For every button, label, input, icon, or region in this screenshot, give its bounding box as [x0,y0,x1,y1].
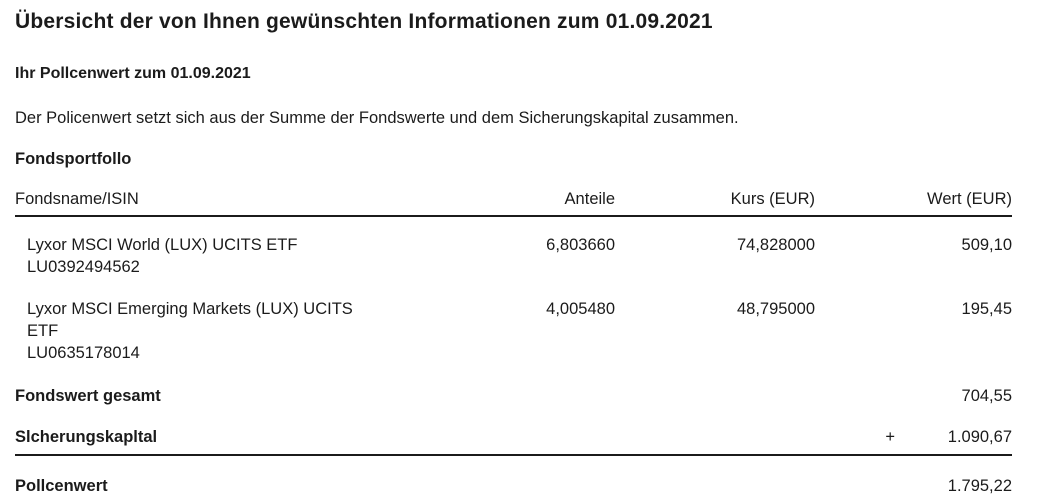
fund-portfolio-heading: Fondsportfollo [15,150,132,168]
table-row [15,217,1012,278]
fund-name-line: Lyxor MSCI World (LUX) UCITS ETF [27,236,298,254]
fund-isin: LU0635178014 [27,344,140,362]
security-capital-label: Slcherungskapltal [15,428,158,446]
fund-isin: LU0392494562 [27,258,140,276]
fund-total-label: Fondswert gesamt [15,387,161,405]
security-capital-value: 1.090,67 [947,428,1012,446]
policy-value-row [15,475,1012,497]
fund-shares: 6,803660 [546,236,615,254]
security-capital-operator: + [885,428,895,446]
fund-price: 74,828000 [737,236,815,254]
table-header-row [15,188,1012,217]
security-capital-row [15,426,1012,456]
policy-value-description: Der Policenwert setzt sich aus der Summe der Fondswerte und dem Sicherungskapital zusammen. [15,109,739,127]
column-header-value: Wert (EUR) [927,190,1012,208]
fund-name-cell [15,298,475,364]
fund-shares: 4,005480 [546,300,615,318]
fund-total-value: 704,55 [961,387,1012,405]
column-header-shares: Anteile [564,190,615,208]
policy-value-label: Pollcenwert [15,477,108,495]
fund-total-row [15,385,1012,407]
policy-value-amount: 1.795,22 [947,477,1012,495]
column-header-fund-name: Fondsname/ISIN [15,190,139,208]
fund-price: 48,795000 [737,300,815,318]
fund-value: 195,45 [961,300,1012,318]
policy-value-subtitle: Ihr Pollcenwert zum 01.09.2021 [15,65,251,82]
page-title: Übersicht der von Ihnen gewünschten Informationen zum 01.09.2021 [15,10,713,33]
fund-name-line: Lyxor MSCI Emerging Markets (LUX) UCITS [27,300,353,318]
fund-name-cell [15,234,475,278]
table-row [15,278,1012,364]
fund-value: 509,10 [961,236,1012,254]
fund-name-line: ETF [27,322,59,340]
column-header-price: Kurs (EUR) [730,190,815,208]
